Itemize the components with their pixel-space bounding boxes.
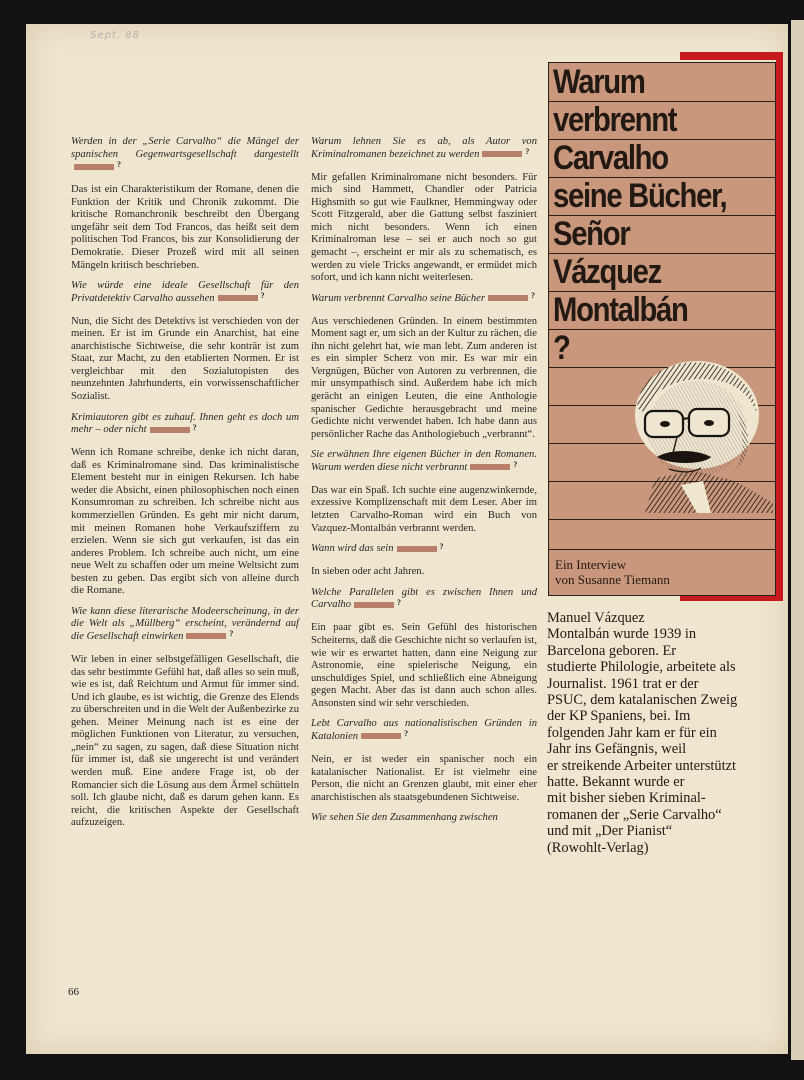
- byline-line: Ein Interview: [555, 557, 627, 572]
- question-9: Welche Parallelen gibt es zwischen Ihnen und Carvalho?: [311, 587, 537, 612]
- title-frame-red-right: [776, 52, 783, 600]
- bio-line: folgenden Jahr kam er für ein: [547, 724, 717, 741]
- byline-line: von Susanne Tiemann: [555, 572, 670, 587]
- answer-10: Nein, er ist weder ein spanischer noch ein katalanischer Nationalist. Er ist vielmehr eine Person, die nicht an Grenzen glaubt, mit einer eher anarchistischen als staatsgebundenen Sichtweise.: [311, 753, 537, 803]
- bio-line: Manuel Vázquez: [547, 610, 645, 626]
- question-11: Wie sehen Sie den Zusammenhang zwischen: [311, 812, 498, 824]
- author-bio: [547, 610, 787, 856]
- question-2: Wie würde eine ideale Gesellschaft für den Privatdetektiv Carvalho aussehen?: [71, 280, 299, 305]
- headline: [553, 63, 726, 367]
- answer-7: Das war ein Spaß. Ich suchte eine augenzwinkernde, exzessive Komplizenschaft mit dem Leser. Aber im letzten Carvalho-Roman wird ein Buch von Vazquez-Montalbán verbrannt werden.: [311, 484, 537, 534]
- answer-8: In sieben oder acht Jahren.: [311, 566, 425, 578]
- question-marker: [488, 295, 528, 301]
- question-marker: [482, 151, 522, 157]
- headline-line: Montalbán: [553, 291, 688, 329]
- question-7: Sie erwähnen Ihre eigenen Bücher in den Romanen. Warum werden diese nicht verbrannt?: [311, 449, 537, 474]
- interview-byline: [555, 557, 670, 587]
- question-6: Warum verbrennt Carvalho seine Bücher?: [311, 293, 537, 306]
- bio-line: studierte Philologie, arbeitete als: [547, 659, 736, 676]
- question-marker: [470, 464, 510, 470]
- answer-6: Aus verschiedenen Gründen. In einem bestimmten Moment sagt er, um sich an der Kultur zu rächen, die ihn nicht gelehrt hat, wie man lebt. Zum anderen ist es ein simpler Scherz von mir. Es war mir ein Vergnügen, Bücher von Autoren zu verbrennen, die mir unsympathisch sind. Außerdem habe ich mich gerächt an einigen Leuten, die eine Anthologie spanischer Gedichte herausgebracht und meine Gedichte nicht verwendet haben. Ich habe dann aus persönlicher Rache das Anthologiebuch „verbrannt“.: [311, 315, 537, 440]
- title-frame-red-top: [680, 52, 783, 60]
- title-rule: [549, 549, 775, 550]
- answer-5: Mir gefallen Kriminalromane nicht besonders. Für mich sind Hammett, Chandler oder Patricia Highsmith so gut wie Faulkner, Hemmingway oder Scott Fitzgerald, aber die Gattung selbst fasziniert mich nicht besonders. Wenn ich einen Kriminalroman lese – sei er auch noch so gut gemacht –, erscheint er mir als zu schematisch, es werden zu viele Tricks angewandt, er ermüdet mich sofort, und ich kann nicht weiterlesen.: [311, 171, 537, 284]
- headline-line: Warum: [553, 63, 645, 101]
- answer-3: Wenn ich Romane schreibe, denke ich nicht daran, daß es Kriminalromane sind. Das kriminalistische Element besteht nur in einigen Rekursen. Ich habe weder die Absicht, einen philosophischen noch einen Konsumroman zu schreiben. Ich schreibe nicht aus kommerziellen Gründen. Es geht mir nicht darum, mit meinen Romanen hohe Verkaufsziffern zu erzielen. Wenn sie sich gut verkaufen, ist das ein anderes Problem. Ich schreibe auch nicht, um eine neue Welt zu schaffen oder um meine Weltsicht zum besten zu geben. Das ergibt sich von alleine durch die Romane.: [71, 447, 299, 597]
- bio-line: PSUC, dem katalanischen Zweig: [547, 692, 738, 709]
- question-1: Werden in der „Serie Carvalho“ die Mängel der spanischen Gegenwartsgesellschaft dargestellt?: [71, 136, 299, 174]
- answer-2: Nun, die Sicht des Detektivs ist verschieden von der meinen. Er ist im Grunde ein Anarchist, hat eine anarchistische Sichtweise, die sehr konträr ist zum Staat, zur Macht, zu den etablierten Normen. Er ist vergleichbar mit den Sozialutopisten des neunzehnten Jahrhunderts, ein vorwissenschaftlicher Sozialist.: [71, 315, 299, 403]
- question-marker: [150, 427, 190, 433]
- author-portrait-illustration: [585, 353, 773, 513]
- interview-column-1: [71, 136, 299, 830]
- question-5: Warum lehnen Sie es ab, als Autor von Kriminalromanen bezeichnet zu werden?: [311, 136, 537, 161]
- question-marker: [218, 295, 258, 301]
- question-marker: [186, 633, 226, 639]
- question-marker: [361, 733, 401, 739]
- bio-line: und mit „Der Pianist“: [547, 823, 673, 840]
- margin-note: Sept. 88: [90, 30, 140, 41]
- page-number: 66: [68, 986, 79, 998]
- bio-line: (Rowohlt-Verlag): [547, 839, 649, 856]
- bio-line: hatte. Bekannt wurde er: [547, 774, 685, 791]
- question-10: Lebt Carvalho aus nationalistischen Gründen in Katalonien?: [311, 718, 537, 743]
- question-marker: [397, 546, 437, 552]
- headline-line: seine Bücher,: [553, 177, 727, 215]
- question-8: Wann wird das sein?: [311, 543, 537, 556]
- question-3: Krimiautoren gibt es zuhauf. Ihnen geht es doch um mehr – oder nicht?: [71, 412, 299, 437]
- headline-line: verbrennt: [553, 101, 677, 139]
- question-marker: [74, 164, 114, 170]
- question-4: Wie kann diese literarische Modeerscheinung, in der die Welt als „Müllberg“ erscheint, verändernd auf die Gesellschaft einwirken?: [71, 606, 299, 644]
- headline-line: Señor: [553, 215, 630, 253]
- bio-line: er streikende Arbeiter unterstützt: [547, 757, 737, 774]
- next-page-edge: [791, 20, 804, 1060]
- bio-line: Montalbán wurde 1939 in: [547, 626, 697, 643]
- question-marker: [354, 602, 394, 608]
- bio-line: Jahr ins Gefängnis, weil: [547, 741, 687, 758]
- answer-1: Das ist ein Charakteristikum der Romane, denen die Funktion der Kritik und Chronik zukommt. Die kritische Romanchronik beschreibt den Übergang ungefähr seit dem Tod Francos, das heißt seit dem politischen Tod Francos, bis zur Konsolidierung der Demokratie. Dieser Prozeß wird mit all seinen Mängeln kritisch beschrieben.: [71, 184, 299, 271]
- title-rule: [549, 519, 775, 520]
- headline-line: ?: [553, 329, 570, 367]
- interview-column-2: [311, 136, 537, 835]
- bio-line: Barcelona geboren. Er: [547, 642, 677, 659]
- bio-line: romanen der „Serie Carvalho“: [547, 806, 722, 823]
- answer-4: Wir leben in einer selbstgefälligen Gesellschaft, die das sehr bestimmte Gefühl hat, daß alles so sein muß, wie es ist, daß Reichtum und Armut für immer sind. Und ich glaube, es ist wichtig, die Grenze des Elends zu überschreiten und in die Welt der Außenbezirke zu gehen. Meiner Meinung nach ist es eine der möglichen Funktionen von Literatur, zu versuchen, „nein“ zu sagen, zu sagen, daß diese Situation nicht für immer ist, daß sie ungerecht ist und verändert werden muß. Eine andere Frage ist, ob der Romancier sich die Lösung aus dem Ärmel schütteln soll. Ich glaube nicht, daß es darum gehen kann. Es reicht, die kritischen Aspekte der Gesellschaft aufzuzeigen.: [71, 654, 299, 829]
- bio-line: Journalist. 1961 trat er der: [547, 675, 699, 692]
- title-box: [548, 62, 776, 596]
- headline-line: Carvalho: [553, 139, 668, 177]
- answer-9: Ein paar gibt es. Sein Gefühl des historischen Scheiterns, daß die Geschichte nicht so verlaufen ist, wie wir es erwartet hatten, dann eine Neigung zur Astronomie, eine spielerische Neigung, ein unschuldiges Spiel, und schließlich eine Abneigung gegen Macht. Aber das ist dann auch schon alles. Ansonsten sind wir sehr verschieden.: [311, 622, 537, 709]
- bio-line: der KP Spaniens, bei. Im: [547, 708, 691, 725]
- bio-line: mit bisher sieben Kriminal-: [547, 790, 706, 807]
- headline-line: Vázquez: [553, 253, 661, 291]
